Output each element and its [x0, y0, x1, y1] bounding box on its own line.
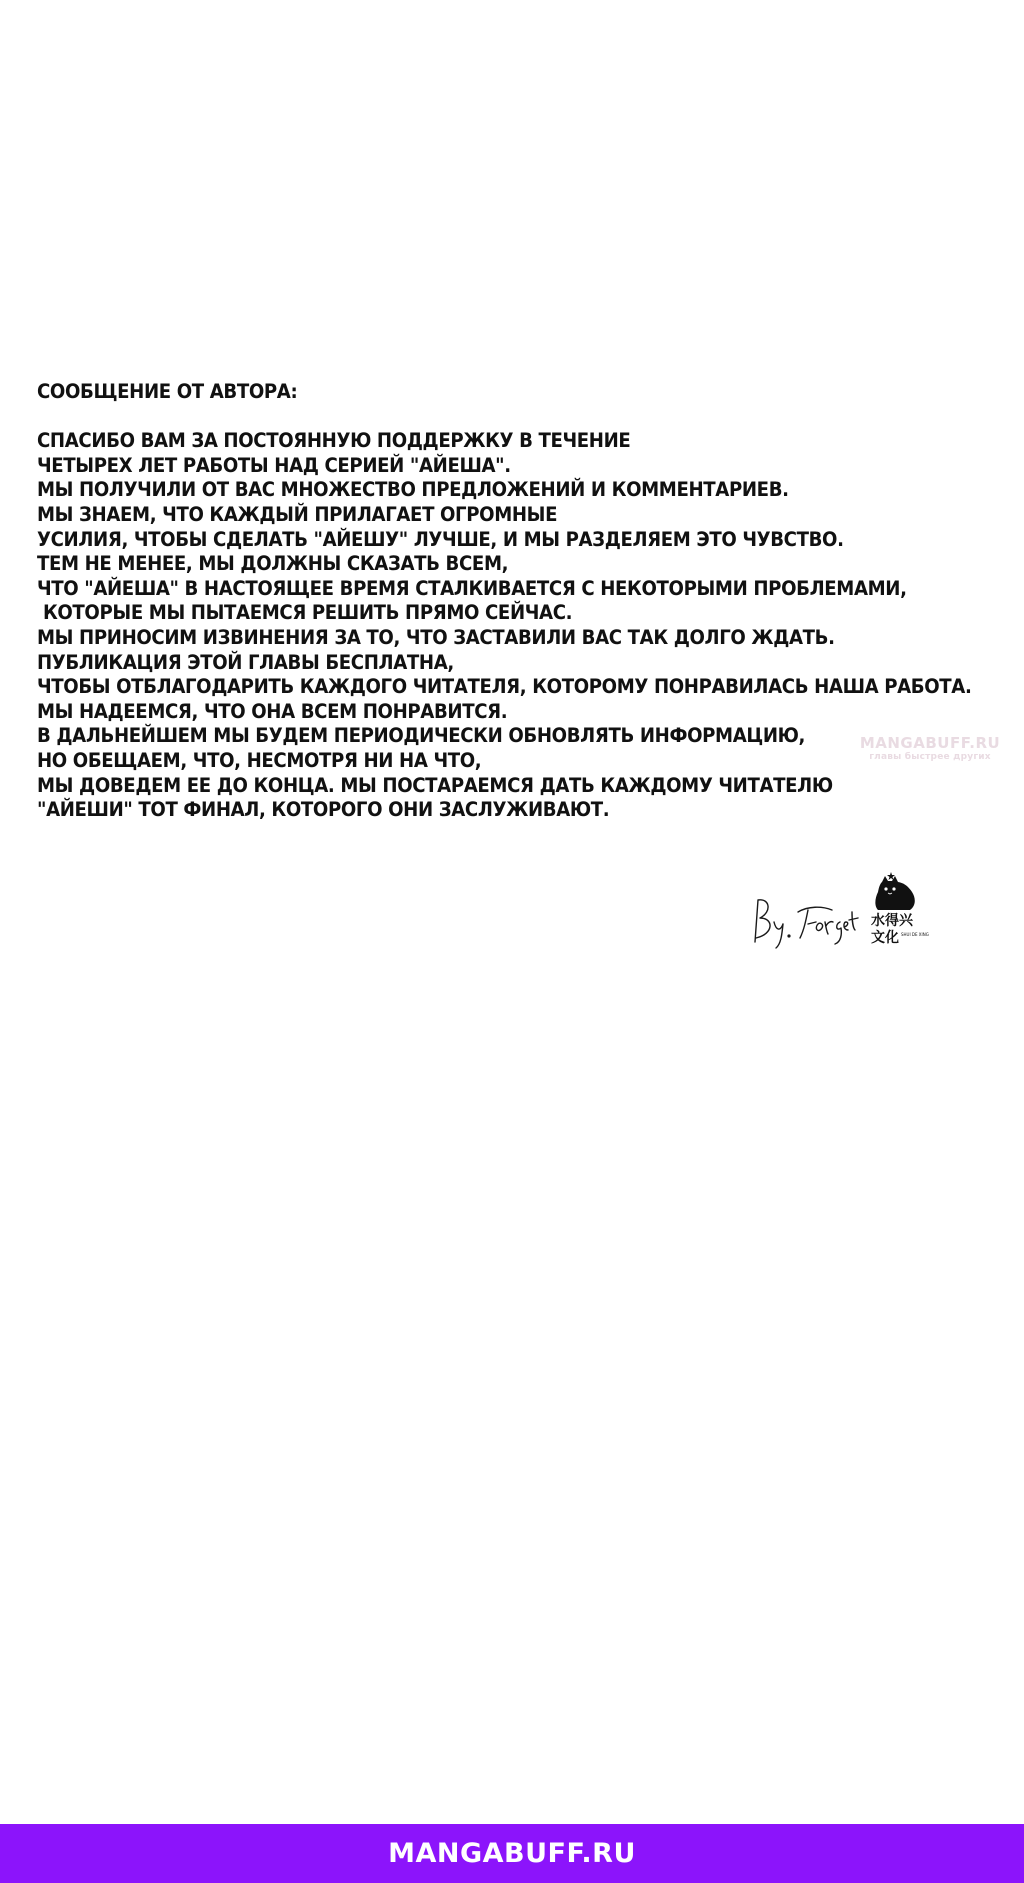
message-line: ПУБЛИКАЦИЯ ЭТОЙ ГЛАВЫ БЕСПЛАТНА,: [37, 650, 454, 674]
message-line: В ДАЛЬНЕЙШЕМ МЫ БУДЕМ ПЕРИОДИЧЕСКИ ОБНОВЛЯТЬ ИНФОРМАЦИЮ,: [37, 724, 806, 748]
logo-caption: SHUI DE XING: [901, 932, 929, 937]
message-line: СПАСИБО ВАМ ЗА ПОСТОЯННУЮ ПОДДЕРЖКУ В ТЕЧЕНИЕ: [37, 429, 631, 453]
message-line: ТЕМ НЕ МЕНЕЕ, МЫ ДОЛЖНЫ СКАЗАТЬ ВСЕМ,: [37, 552, 509, 576]
message-line: НО ОБЕЩАЕМ, ЧТО, НЕСМОТРЯ НИ НА ЧТО,: [37, 748, 482, 772]
watermark-site: MANGABUFF.RU: [859, 734, 1001, 752]
footer-site-link[interactable]: MANGABUFF.RU: [388, 1838, 636, 1869]
message-line: "АЙЕШИ" ТОТ ФИНАЛ, КОТОРОГО ОНИ ЗАСЛУЖИВАЮТ.: [37, 798, 610, 822]
watermark-tagline: главы быстрее других: [869, 752, 991, 762]
logo-text-bottom: 文化: [871, 930, 899, 946]
message-heading: СООБЩЕНИЕ ОТ АВТОРА:: [37, 380, 298, 403]
cat-logo-icon: [875, 872, 914, 910]
author-signature: [752, 872, 932, 954]
site-watermark: [855, 736, 1005, 762]
site-footer-bar: [0, 1824, 1024, 1883]
message-line: МЫ ПОЛУЧИЛИ ОТ ВАС МНОЖЕСТВО ПРЕДЛОЖЕНИЙ И КОММЕНТАРИЕВ.: [37, 478, 789, 502]
message-line: МЫ ЗНАЕМ, ЧТО КАЖДЫЙ ПРИЛАГАЕТ ОГРОМНЫЕ: [37, 502, 558, 526]
message-line: КОТОРЫЕ МЫ ПЫТАЕМСЯ РЕШИТЬ ПРЯМО СЕЙЧАС.: [37, 601, 573, 625]
author-message: [37, 380, 972, 823]
message-line: УСИЛИЯ, ЧТОБЫ СДЕЛАТЬ "АЙЕШУ" ЛУЧШЕ, И МЫ РАЗДЕЛЯЕМ ЭТО ЧУВСТВО.: [37, 527, 844, 551]
message-line: ЧТОБЫ ОТБЛАГОДАРИТЬ КАЖДОГО ЧИТАТЕЛЯ, КОТОРОМУ ПОНРАВИЛАСЬ НАША РАБОТА.: [37, 675, 972, 699]
message-line: МЫ ПРИНОСИМ ИЗВИНЕНИЯ ЗА ТО, ЧТО ЗАСТАВИЛИ ВАС ТАК ДОЛГО ЖДАТЬ.: [37, 625, 835, 649]
paragraph-spacer: [37, 405, 930, 430]
message-line: МЫ ДОВЕДЕМ ЕЕ ДО КОНЦА. МЫ ПОСТАРАЕМСЯ ДАТЬ КАЖДОМУ ЧИТАТЕЛЮ: [37, 773, 833, 797]
message-line: МЫ НАДЕЕМСЯ, ЧТО ОНА ВСЕМ ПОНРАВИТСЯ.: [37, 699, 508, 723]
message-line: ЧТО "АЙЕША" В НАСТОЯЩЕЕ ВРЕМЯ СТАЛКИВАЕТСЯ С НЕКОТОРЫМИ ПРОБЛЕМАМИ,: [37, 576, 907, 600]
handwritten-signature: [755, 900, 858, 948]
logo-text-top: 水得兴: [871, 913, 913, 929]
message-line: ЧЕТЫРЕХ ЛЕТ РАБОТЫ НАД СЕРИЕЙ "АЙЕША".: [37, 453, 511, 477]
